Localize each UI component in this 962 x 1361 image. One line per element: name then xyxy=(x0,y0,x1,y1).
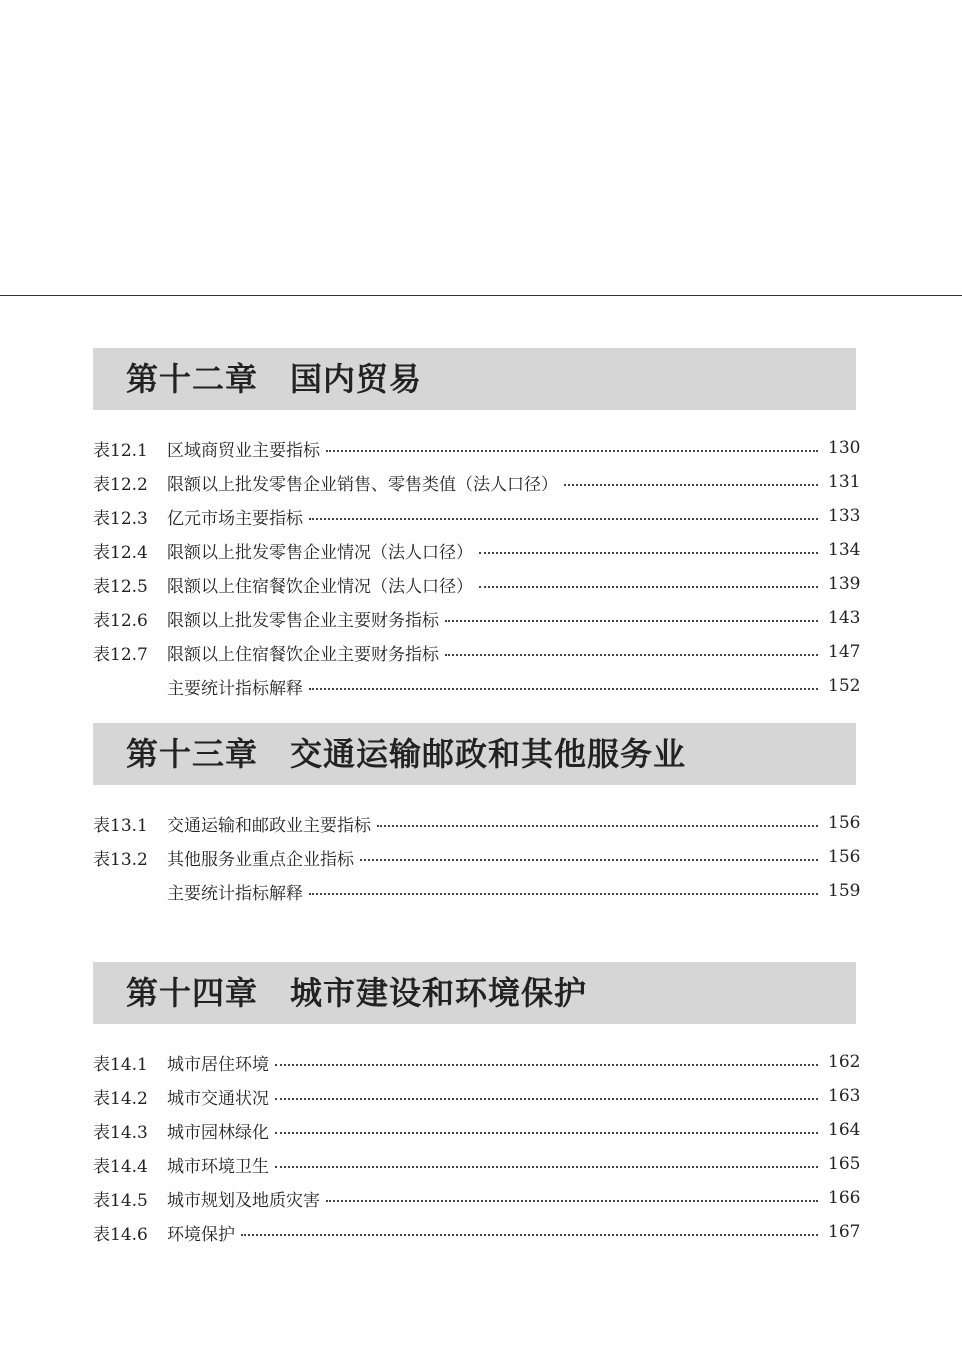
toc-entry[interactable] xyxy=(93,1147,861,1181)
page-number: 165 xyxy=(828,1154,861,1174)
chapter-title xyxy=(126,723,686,785)
chapter-title xyxy=(126,962,587,1024)
table-number: 表12.7 xyxy=(93,644,148,665)
page-number: 134 xyxy=(828,540,861,560)
dot-leader xyxy=(309,892,818,895)
page-number: 147 xyxy=(828,642,861,662)
page-number: 164 xyxy=(828,1120,861,1140)
entry-title: 城市环境卫生 xyxy=(167,1156,269,1177)
dot-leader xyxy=(326,449,818,452)
entry-title: 亿元市场主要指标 xyxy=(167,508,303,529)
table-number: 表14.1 xyxy=(93,1054,148,1075)
toc-entry[interactable] xyxy=(93,1079,861,1113)
entry-title: 主要统计指标解释 xyxy=(167,678,303,699)
toc-entry[interactable] xyxy=(93,431,861,465)
toc-list xyxy=(93,1045,861,1249)
chapter-name: 城市建设和环境保护 xyxy=(290,974,588,1012)
toc-entry[interactable] xyxy=(93,1215,861,1249)
dot-leader xyxy=(275,1165,818,1168)
dot-leader xyxy=(360,858,818,861)
chapter-title xyxy=(126,348,422,410)
entry-title: 区域商贸业主要指标 xyxy=(167,440,320,461)
toc-entry[interactable] xyxy=(93,533,861,567)
entry-title: 限额以上住宿餐饮企业主要财务指标 xyxy=(167,644,439,665)
table-number: 表12.1 xyxy=(93,440,148,461)
toc-list xyxy=(93,806,861,908)
toc-entry[interactable] xyxy=(93,1181,861,1215)
table-number: 表13.2 xyxy=(93,849,148,870)
chapter-name: 交通运输邮政和其他服务业 xyxy=(290,735,687,773)
dot-leader xyxy=(241,1233,818,1236)
entry-title: 城市规划及地质灾害 xyxy=(167,1190,320,1211)
table-number: 表12.4 xyxy=(93,542,148,563)
table-number: 表13.1 xyxy=(93,815,148,836)
entry-title: 城市园林绿化 xyxy=(167,1122,269,1143)
entry-title: 环境保护 xyxy=(167,1224,235,1245)
entry-title: 交通运输和邮政业主要指标 xyxy=(167,815,371,836)
table-number: 表12.5 xyxy=(93,576,148,597)
toc-entry[interactable] xyxy=(93,806,861,840)
toc-entry[interactable] xyxy=(93,669,861,703)
entry-title: 限额以上批发零售企业销售、零售类值（法人口径） xyxy=(167,474,558,495)
dot-leader xyxy=(275,1097,818,1100)
dot-leader xyxy=(564,483,818,486)
table-number: 表14.2 xyxy=(93,1088,148,1109)
table-number: 表14.5 xyxy=(93,1190,148,1211)
toc-entry[interactable] xyxy=(93,1113,861,1147)
toc-list xyxy=(93,431,861,703)
toc-entry[interactable] xyxy=(93,635,861,669)
table-number: 表14.6 xyxy=(93,1224,148,1245)
chapter-name: 国内贸易 xyxy=(290,360,423,398)
page-number: 143 xyxy=(828,608,861,628)
toc-entry[interactable] xyxy=(93,601,861,635)
page-number: 163 xyxy=(828,1086,861,1106)
entry-title: 其他服务业重点企业指标 xyxy=(167,849,354,870)
toc-entry[interactable] xyxy=(93,499,861,533)
chapter-number: 第十二章 xyxy=(126,360,259,398)
page-number: 133 xyxy=(828,506,861,526)
page-number: 156 xyxy=(828,813,861,833)
table-number: 表12.3 xyxy=(93,508,148,529)
entry-title: 限额以上批发零售企业情况（法人口径） xyxy=(167,542,473,563)
page-number: 167 xyxy=(828,1222,861,1242)
chapter-number: 第十四章 xyxy=(126,974,259,1012)
dot-leader xyxy=(479,551,818,554)
toc-entry[interactable] xyxy=(93,1045,861,1079)
dot-leader xyxy=(326,1199,818,1202)
dot-leader xyxy=(445,619,818,622)
page-number: 159 xyxy=(828,881,861,901)
toc-entry[interactable] xyxy=(93,567,861,601)
entry-title: 主要统计指标解释 xyxy=(167,883,303,904)
table-number: 表12.2 xyxy=(93,474,148,495)
dot-leader xyxy=(377,824,818,827)
page-number: 166 xyxy=(828,1188,861,1208)
dot-leader xyxy=(275,1131,818,1134)
header-rule xyxy=(0,295,962,296)
dot-leader xyxy=(445,653,818,656)
entry-title: 城市居住环境 xyxy=(167,1054,269,1075)
dot-leader xyxy=(309,517,818,520)
page-number: 139 xyxy=(828,574,861,594)
page-number: 162 xyxy=(828,1052,861,1072)
entry-title: 限额以上住宿餐饮企业情况（法人口径） xyxy=(167,576,473,597)
chapter-number: 第十三章 xyxy=(126,735,259,773)
chapter-heading xyxy=(93,723,856,785)
dot-leader xyxy=(309,687,818,690)
table-number: 表14.3 xyxy=(93,1122,148,1143)
toc-entry[interactable] xyxy=(93,840,861,874)
table-number: 表14.4 xyxy=(93,1156,148,1177)
dot-leader xyxy=(479,585,818,588)
chapter-heading xyxy=(93,962,856,1024)
entry-title: 限额以上批发零售企业主要财务指标 xyxy=(167,610,439,631)
page-number: 152 xyxy=(828,676,861,696)
toc-entry[interactable] xyxy=(93,465,861,499)
toc-entry[interactable] xyxy=(93,874,861,908)
page-number: 131 xyxy=(828,472,861,492)
entry-title: 城市交通状况 xyxy=(167,1088,269,1109)
dot-leader xyxy=(275,1063,818,1066)
table-number: 表12.6 xyxy=(93,610,148,631)
page-number: 130 xyxy=(828,438,861,458)
chapter-heading xyxy=(93,348,856,410)
page-number: 156 xyxy=(828,847,861,867)
